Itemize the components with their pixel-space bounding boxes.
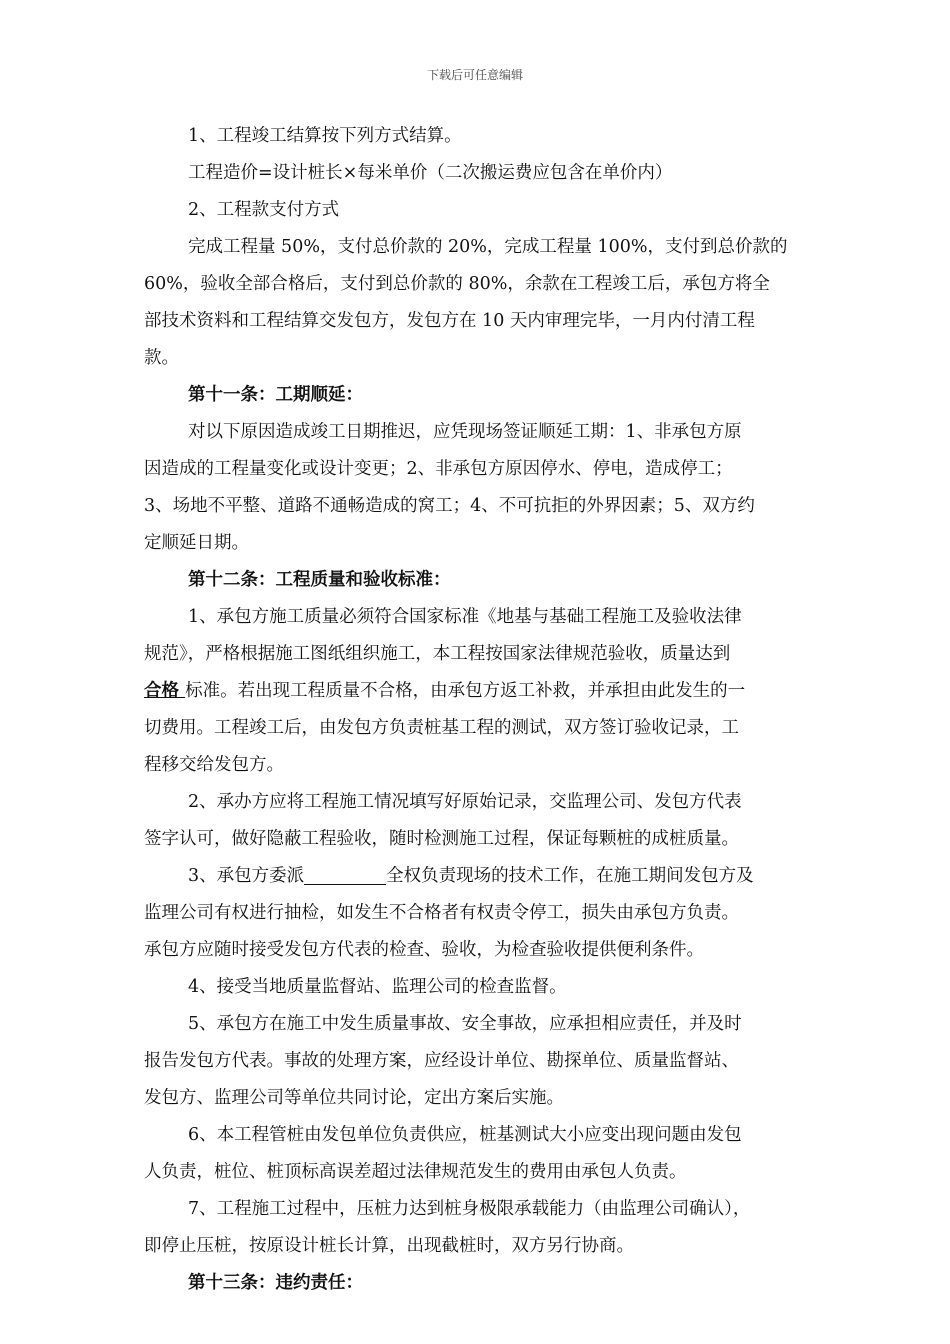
paragraph-line: 监理公司有权进行抽检，如发生不合格者有权责令停工，损失由承包方负责。: [144, 903, 739, 923]
paragraph-line: 完成工程量 50%，支付总价款的 20%，完成工程量 100%，支付到总价款的: [188, 237, 788, 257]
paragraph-line: [144, 858, 808, 895]
paragraph-line: 程移交给发包方。: [144, 755, 284, 775]
paragraph-line: 7、工程施工过程中，压桩力达到桩身极限承载能力（由监理公司确认），: [188, 1199, 751, 1219]
paragraph-line: 2、承办方应将工程施工情况填写好原始记录，交监理公司、发包方代表: [188, 792, 742, 812]
paragraph-line: 工程造价=设计桩长×每米单价（二次搬运费应包含在单价内）: [188, 163, 673, 183]
paragraph-line: 报告发包方代表。事故的处理方案，应经设计单位、勘探单位、质量监督站、: [144, 1051, 739, 1071]
paragraph-line: 3、场地不平整、道路不通畅造成的窝工；4、不可抗拒的外界因素；5、双方约: [144, 496, 755, 516]
paragraph-line: 发包方、监理公司等单位共同讨论，定出方案后实施。: [144, 1088, 564, 1108]
representative-blank-field[interactable]: [304, 865, 386, 885]
paragraph-line: 1、承包方施工质量必须符合国家标准《地基与基础工程施工及验收法律: [188, 607, 742, 627]
section-heading-11: 第十一条：工期顺延：: [188, 385, 363, 405]
quality-standard-field: 合格: [144, 681, 186, 701]
document-body: [144, 118, 808, 1302]
paragraph-line: 1、工程竣工结算按下列方式结算。: [188, 126, 462, 146]
paragraph-line: 5、承包方在施工中发生质量事故、安全事故，应承担相应责任，并及时: [188, 1014, 742, 1034]
section-heading-13: 第十三条：违约责任：: [188, 1273, 363, 1293]
paragraph-line: 2、工程款支付方式: [188, 200, 340, 220]
paragraph-line: 4、接受当地质量监督站、监理公司的检查监督。: [188, 977, 567, 997]
paragraph-line: 切费用。工程竣工后，由发包方负责桩基工程的测试，双方签订验收记录，工: [144, 718, 739, 738]
page-header: 下载后可任意编辑: [426, 68, 523, 82]
paragraph-line: 6、本工程管桩由发包单位负责供应，桩基测试大小应变出现问题由发包: [188, 1125, 742, 1145]
section-heading-12: 第十二条：工程质量和验收标准：: [188, 570, 451, 590]
paragraph-line: 人负责，桩位、桩顶标高误差超过法律规范发生的费用由承包人负责。: [144, 1162, 687, 1182]
paragraph-line: 因造成的工程量变化或设计变更；2、非承包方原因停水、停电，造成停工；: [144, 459, 733, 479]
paragraph-text: 标准。若出现工程质量不合格，由承包方返工补救，并承担由此发生的一: [185, 681, 746, 701]
paragraph-line: 承包方应随时接受发包方代表的检查、验收，为检查验收提供便利条件。: [144, 940, 704, 960]
paragraph-line: 款。: [144, 348, 179, 368]
paragraph-text: 3、承包方委派: [188, 866, 305, 886]
paragraph-line: 签字认可，做好隐蔽工程验收，随时检测施工过程，保证每颗桩的成桩质量。: [144, 829, 739, 849]
paragraph-line: 对以下原因造成竣工日期推迟，应凭现场签证顺延工期：1、非承包方原: [188, 422, 742, 442]
paragraph-line: 规范》，严格根据施工图纸组织施工，本工程按国家法律规范验收，质量达到: [144, 644, 731, 664]
paragraph-line: 即停止压桩，按原设计桩长计算，出现截桩时，双方另行协商。: [144, 1236, 634, 1256]
paragraph-line: 定顺延日期。: [144, 533, 249, 553]
paragraph-line: 60%，验收全部合格后，支付到总价款的 80%，余款在工程竣工后，承包方将全: [144, 274, 770, 294]
paragraph-text: 全权负责现场的技术工作，在施工期间发包方及: [386, 866, 754, 886]
paragraph-line: [144, 673, 808, 710]
paragraph-line: 部技术资料和工程结算交发包方，发包方在 10 天内审理完毕，一月内付清工程: [144, 311, 755, 331]
